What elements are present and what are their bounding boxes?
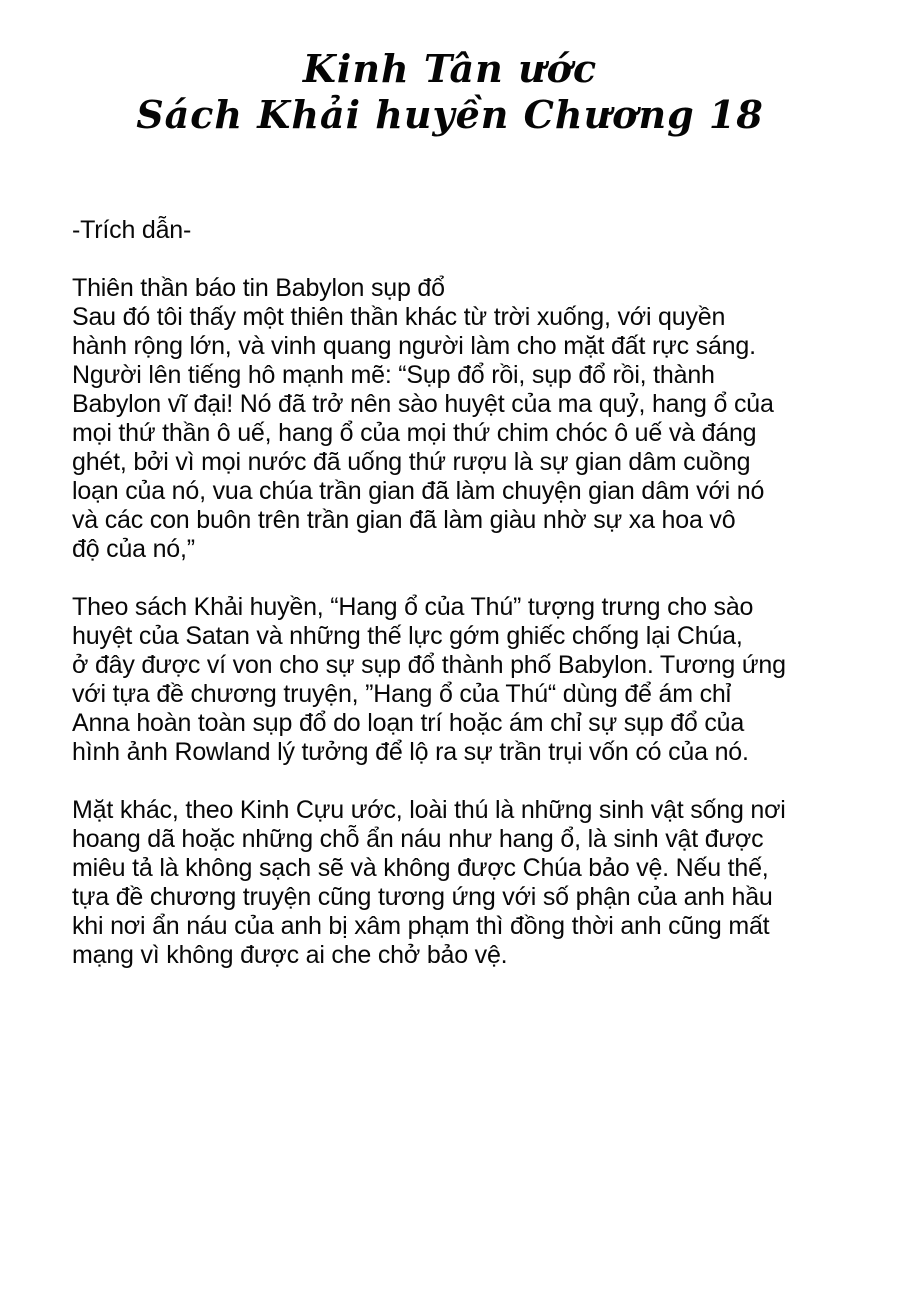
- text-line: mạng vì không được ai che chở bảo vệ.: [72, 941, 508, 969]
- text-line: khi nơi ẩn náu của anh bị xâm phạm thì đồng thời anh cũng mất: [72, 912, 770, 940]
- text-line: loạn của nó, vua chúa trần gian đã làm chuyện gian dâm với nó: [72, 477, 765, 505]
- document-body: [0, 216, 900, 970]
- text-line: huyệt của Satan và những thế lực gớm ghiếc chống lại Chúa,: [72, 622, 743, 650]
- text-line: Thiên thần báo tin Babylon sụp đổ: [72, 274, 445, 302]
- text-line: ở đây được ví von cho sự sụp đổ thành phố Babylon. Tương ứng: [72, 651, 786, 679]
- text-line: miêu tả là không sạch sẽ và không được Chúa bảo vệ. Nếu thế,: [72, 854, 769, 882]
- paragraph-quote: [72, 274, 852, 564]
- text-line: Mặt khác, theo Kinh Cựu ước, loài thú là những sinh vật sống nơi: [72, 796, 786, 824]
- text-line: và các con buôn trên trần gian đã làm giàu nhờ sự xa hoa vô: [72, 506, 736, 534]
- text-line: ghét, bởi vì mọi nước đã uống thứ rượu là sự gian dâm cuồng: [72, 448, 751, 476]
- text-line: Người lên tiếng hô mạnh mẽ: “Sụp đổ rồi, sụp đổ rồi, thành: [72, 361, 715, 389]
- document-title: [0, 0, 900, 138]
- text-line: độ của nó,”: [72, 535, 195, 563]
- text-line: Theo sách Khải huyền, “Hang ổ của Thú” tượng trưng cho sào: [72, 593, 754, 621]
- text-line: tựa đề chương truyện cũng tương ứng với số phận của anh hầu: [72, 883, 773, 911]
- paragraph-analysis-1: [72, 593, 852, 767]
- text-line: mọi thứ thần ô uế, hang ổ của mọi thứ chim chóc ô uế và đáng: [72, 419, 757, 447]
- paragraph-analysis-2: [72, 796, 852, 970]
- title-line-1: Kinh Tân ước: [302, 46, 598, 91]
- text-line: hành rộng lớn, và vinh quang người làm cho mặt đất rực sáng.: [72, 332, 756, 360]
- text-line: Babylon vĩ đại! Nó đã trở nên sào huyệt của ma quỷ, hang ổ của: [72, 390, 774, 418]
- text-line: Anna hoàn toàn sụp đổ do loạn trí hoặc ám chỉ sự sụp đổ của: [72, 709, 745, 737]
- text-line: Sau đó tôi thấy một thiên thần khác từ trời xuống, với quyền: [72, 303, 726, 331]
- text-line: hoang dã hoặc những chỗ ẩn náu như hang ổ, là sinh vật được: [72, 825, 764, 853]
- text-line: với tựa đề chương truyện, ”Hang ổ của Thú“ dùng để ám chỉ: [72, 680, 731, 708]
- quote-label: -Trích dẫn-: [72, 216, 192, 244]
- title-line-2: Sách Khải huyền Chương 18: [136, 92, 764, 137]
- text-line: hình ảnh Rowland lý tưởng để lộ ra sự trần trụi vốn có của nó.: [72, 738, 749, 766]
